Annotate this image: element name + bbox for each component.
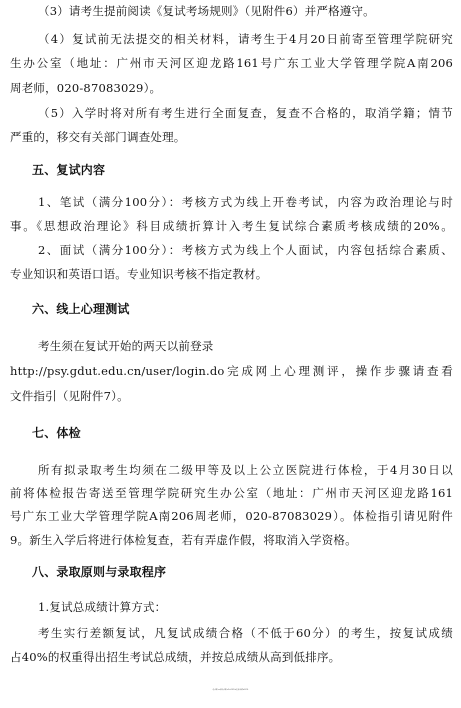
text-line: 考生实行差额复试，凡复试成绩合格（不低于60分）的考生，按复试成绩 — [38, 626, 453, 640]
text-line: （4）复试前无法提交的相关材料，请考生于4月20日前寄至管理学院研究 — [38, 32, 453, 46]
text-line: 事。《思想政治理论》科目成绩折算计入考生复试综合素质考核成绩的20%。 — [10, 219, 453, 233]
text-line: （5）入学时将对所有考生进行全面复查，复查不合格的，取消学籍；情节 — [38, 106, 453, 120]
text-line: 专业知识和英语口语。专业知识考核不指定教材。 — [10, 267, 268, 281]
text-line: 考生须在复试开始的两天以前登录 — [38, 339, 214, 353]
formula-line: 总成绩 =初试成绩÷3×60%+复试成绩×40% — [212, 690, 249, 691]
text-line: 2、面试（满分100分）：考核方式为线上个人面试，内容包括综合素质、 — [38, 243, 453, 257]
text-line: 所有拟录取考生均须在二级甲等及以上公立医院进行体检，于4月30日以 — [38, 463, 453, 477]
section-heading: 七、体检 — [32, 426, 81, 440]
text-line: http://psy.gdut.edu.cn/user/login.do完成网上心理测评，操作步骤请查看 — [10, 364, 453, 378]
section-heading: 五、复试内容 — [32, 163, 106, 177]
text-line: 1、笔试（满分100分）：考核方式为线上开卷考试，内容为政治理论与时 — [38, 195, 453, 209]
text-line: 1.复试总成绩计算方式： — [38, 600, 167, 614]
text-line: 周老师，020-87083029）。 — [10, 81, 162, 95]
text-line: 占40%的权重得出招生考试总成绩，并按总成绩从高到低排序。 — [10, 650, 341, 664]
section-heading: 八、录取原则与录取程序 — [32, 565, 167, 579]
text-line: 号广东工业大学管理学院A南206周老师，020-87083029）。体检指引请见附件 — [10, 509, 453, 523]
text-line: 前将体检报告寄送至管理学院研究生办公室（地址：广州市天河区迎龙路161 — [10, 486, 453, 500]
section-heading: 六、线上心理测试 — [32, 302, 130, 316]
text-line: 生办公室（地址：广州市天河区迎龙路161号广东工业大学管理学院A南206 — [10, 56, 453, 70]
text-line: 严重的，移交有关部门调查处理。 — [10, 130, 186, 144]
text-line: （3）请考生提前阅读《复试考场规则》（见附件6）并严格遵守。 — [38, 4, 375, 18]
text-line: 9。新生入学后将进行体检复查，若有弄虚作假，将取消入学资格。 — [10, 533, 357, 547]
text-line: 文件指引（见附件7）。 — [10, 389, 129, 403]
